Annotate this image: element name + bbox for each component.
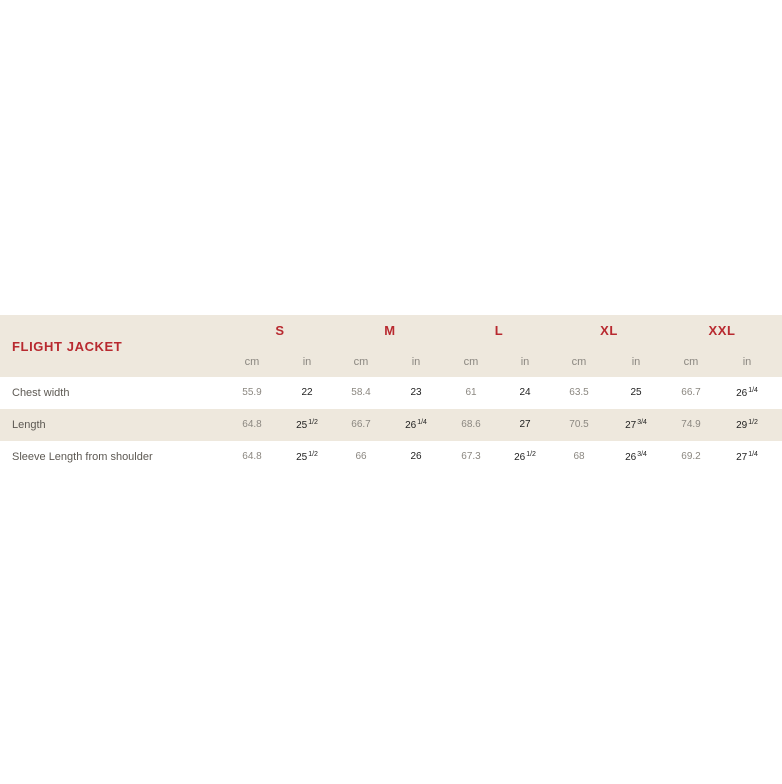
- cell-in: [611, 419, 661, 431]
- cell-in-fraction: 3/4: [637, 419, 647, 426]
- unit-label-in: in: [742, 356, 752, 368]
- cell-in-whole: 25: [296, 452, 308, 463]
- product-title: FLIGHT JACKET: [12, 339, 123, 354]
- cell-in-whole: 26: [405, 420, 417, 431]
- cell-in: [500, 419, 550, 430]
- cell-in: [500, 451, 550, 463]
- size-chart-header: [0, 315, 782, 377]
- size-label-m: M: [384, 323, 396, 338]
- cell-in-whole: 27: [736, 452, 748, 463]
- cell-in: [500, 387, 550, 398]
- cell-in-fraction: 1/4: [748, 451, 758, 458]
- cell-in: [282, 387, 332, 398]
- cell-in-whole: 26: [514, 452, 526, 463]
- cell-in-whole: 25: [296, 420, 308, 431]
- cell-cm: 69.2: [681, 451, 701, 462]
- unit-label-in: in: [631, 356, 641, 368]
- cell-in: [611, 451, 661, 463]
- unit-label-in: in: [302, 356, 312, 368]
- cell-in-whole: 26: [410, 451, 422, 462]
- cell-cm: 66.7: [681, 387, 701, 398]
- size-chart: [0, 315, 782, 473]
- cell-in: [722, 451, 772, 463]
- size-label-s: S: [275, 323, 285, 338]
- cell-in-fraction: 1/2: [308, 419, 318, 426]
- size-label-l: L: [494, 323, 504, 338]
- cell-cm: 66.7: [351, 419, 371, 430]
- cell-in: [722, 419, 772, 431]
- cell-in: [391, 451, 441, 462]
- cell-cm: 67.3: [461, 451, 481, 462]
- cell-cm: 55.9: [242, 387, 262, 398]
- cell-in-whole: 22: [301, 387, 313, 398]
- cell-in: [282, 419, 332, 431]
- table-row: [0, 409, 782, 441]
- cell-in-whole: 29: [736, 420, 748, 431]
- cell-cm: 68: [573, 451, 585, 462]
- cell-in-fraction: 1/4: [417, 419, 427, 426]
- unit-label-in: in: [411, 356, 421, 368]
- unit-label-cm: cm: [353, 356, 369, 368]
- cell-in: [611, 387, 661, 398]
- cell-in-whole: 27: [625, 420, 637, 431]
- row-label: Sleeve Length from shoulder: [12, 451, 153, 463]
- unit-label-cm: cm: [244, 356, 260, 368]
- unit-label-in: in: [520, 356, 530, 368]
- table-row: [0, 441, 782, 473]
- cell-in-whole: 27: [519, 419, 531, 430]
- row-label: Length: [12, 419, 46, 431]
- cell-cm: 61: [465, 387, 477, 398]
- cell-in-whole: 25: [630, 387, 642, 398]
- cell-in-fraction: 1/4: [748, 387, 758, 394]
- unit-label-cm: cm: [463, 356, 479, 368]
- unit-label-cm: cm: [571, 356, 587, 368]
- cell-in: [391, 419, 441, 431]
- cell-in-whole: 26: [625, 452, 637, 463]
- cell-cm: 64.8: [242, 451, 262, 462]
- cell-cm: 58.4: [351, 387, 371, 398]
- size-label-xxl: XXL: [708, 323, 736, 338]
- unit-label-cm: cm: [683, 356, 699, 368]
- cell-cm: 66: [355, 451, 367, 462]
- cell-in-whole: 26: [736, 388, 748, 399]
- cell-cm: 64.8: [242, 419, 262, 430]
- cell-in: [722, 387, 772, 399]
- cell-cm: 68.6: [461, 419, 481, 430]
- cell-in-fraction: 3/4: [637, 451, 647, 458]
- cell-in: [282, 451, 332, 463]
- cell-in-fraction: 1/2: [526, 451, 536, 458]
- table-row: [0, 377, 782, 409]
- cell-cm: 70.5: [569, 419, 589, 430]
- cell-cm: 63.5: [569, 387, 589, 398]
- cell-in: [391, 387, 441, 398]
- size-label-xl: XL: [600, 323, 618, 338]
- cell-in-whole: 24: [519, 387, 531, 398]
- cell-in-fraction: 1/2: [748, 419, 758, 426]
- row-label: Chest width: [12, 387, 70, 399]
- cell-cm: 74.9: [681, 419, 701, 430]
- cell-in-whole: 23: [410, 387, 422, 398]
- cell-in-fraction: 1/2: [308, 451, 318, 458]
